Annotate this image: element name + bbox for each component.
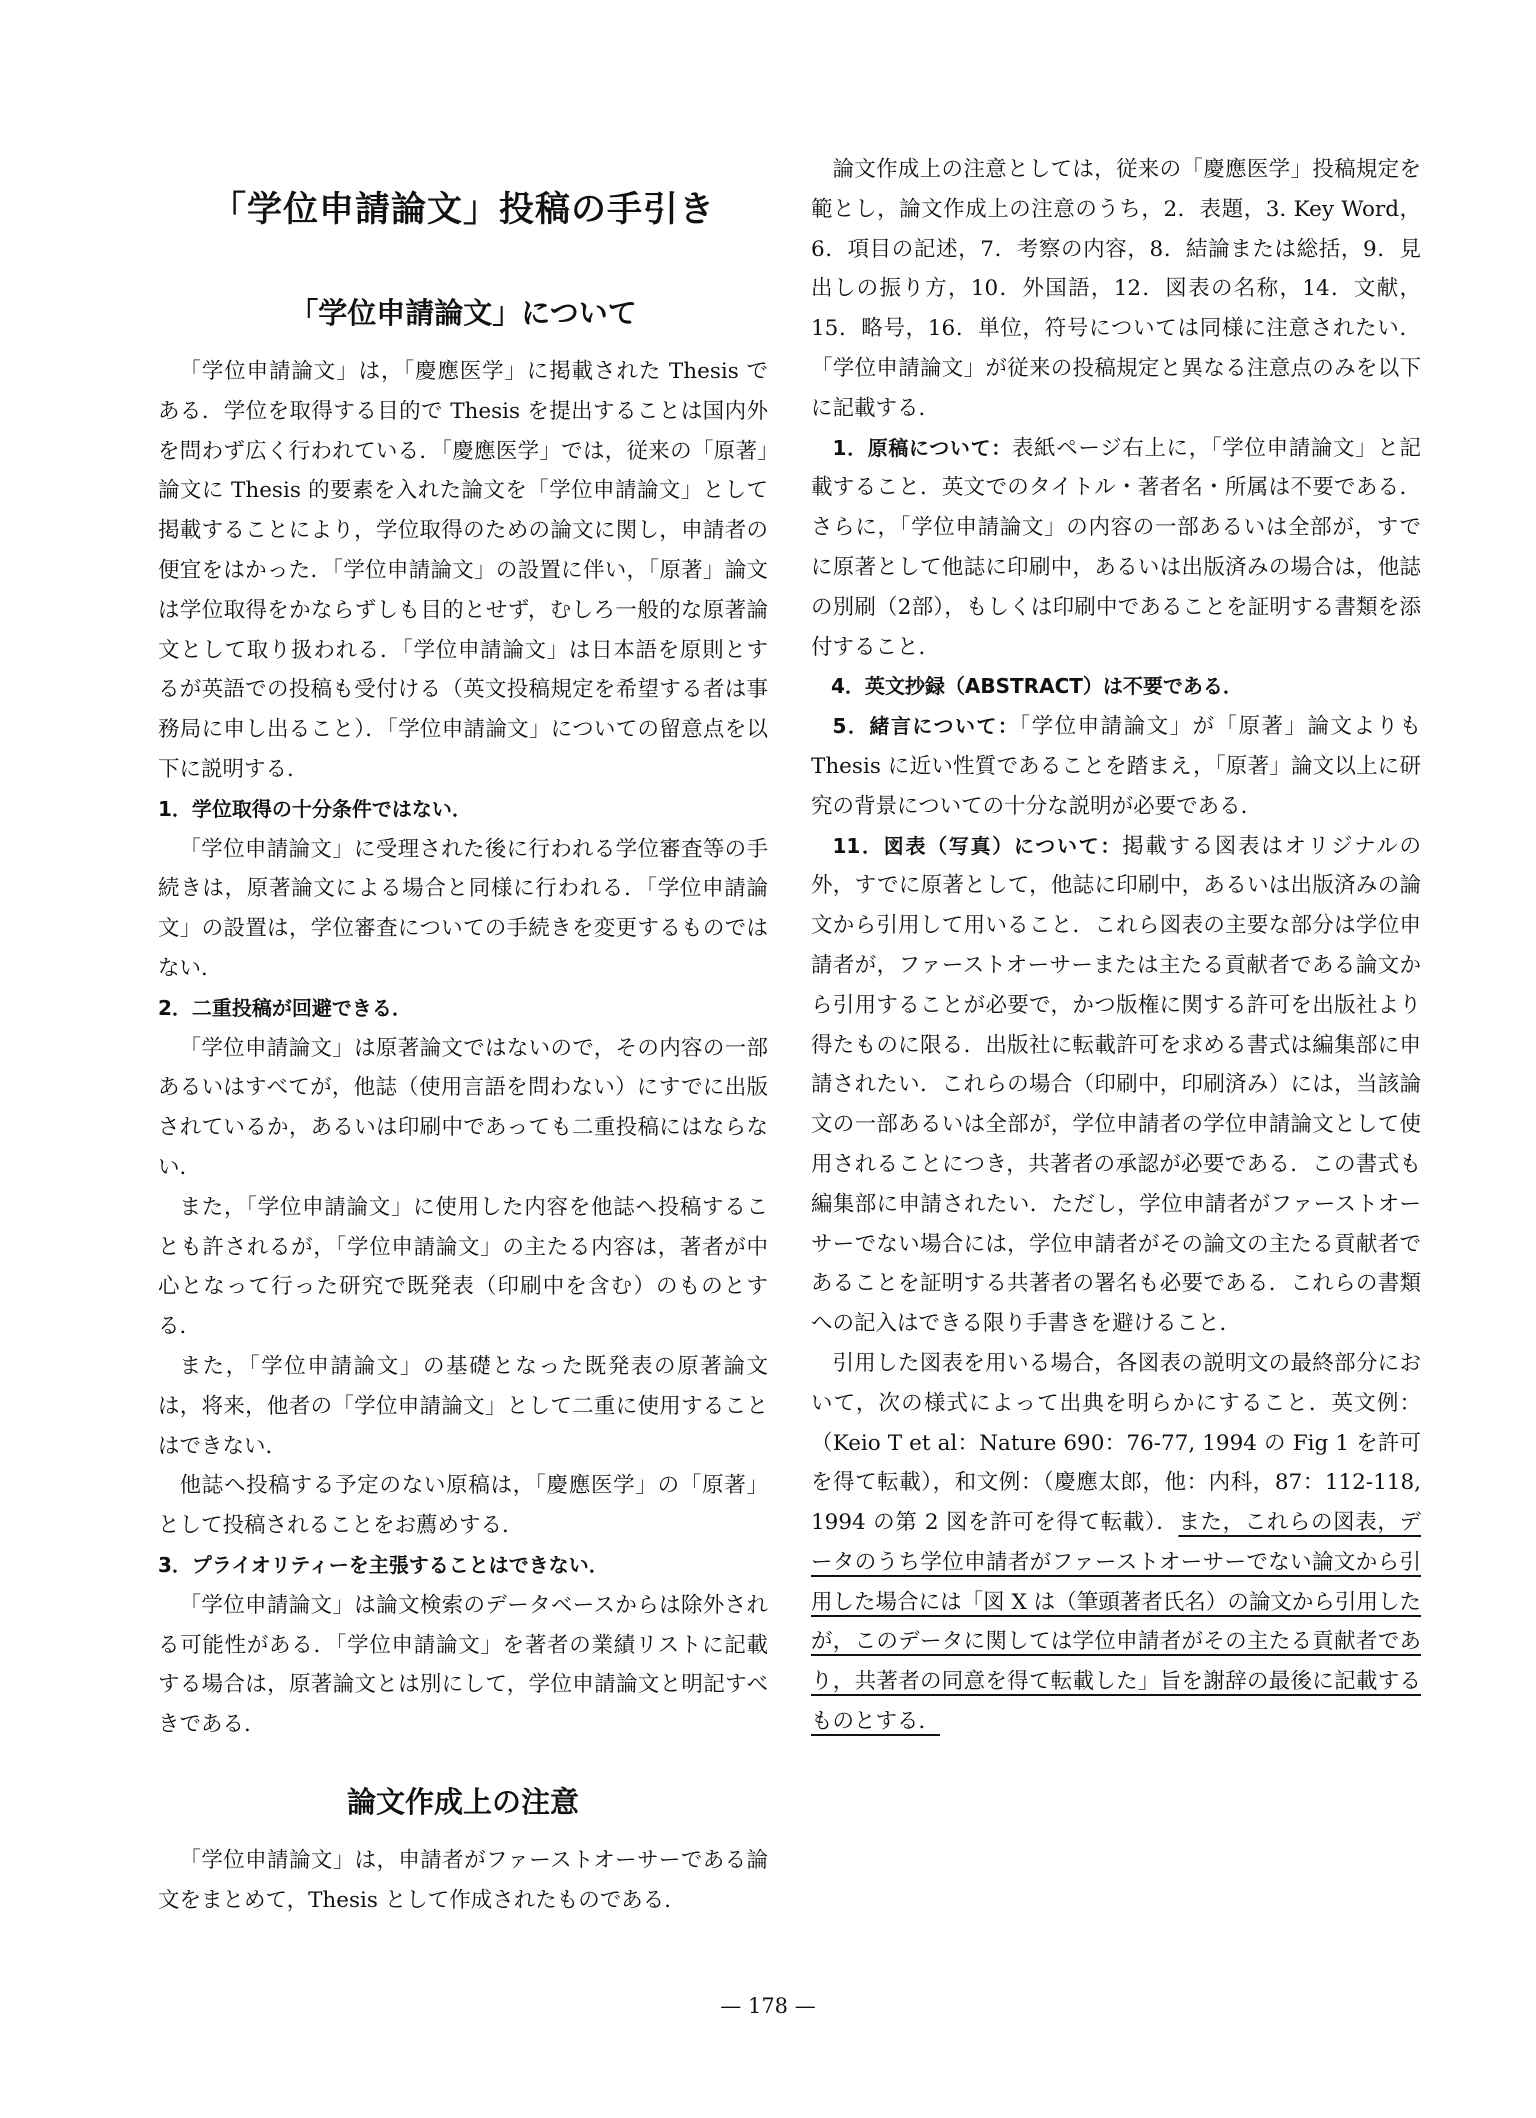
note1-paragraph [811, 429, 1421, 668]
section-heading-about: 「学位申請論文」について [289, 296, 637, 330]
item3-heading: 3．プライオリティーを主張することはできない． [158, 1552, 609, 1577]
about-intro-paragraph: 「学位申請論文」は，「慶應医学」に掲載された Thesis である．学位を取得する目的で Thesis を提出することは国内外を問わず広く行われている．「慶應医学」では，従来の「原著」論文に Thesis 的要素を入れた論文を「学位申請論文」として掲載することにより，学位取得のための論文に関し，申請者の便宜をはかった．「学位申請論文」の設置に伴い，「原著」論文は学位取得をかならずしも目的とせず，むしろ一般的な原著論文として取り扱われる．「学位申請論文」は日本語を原則とするが英語での投稿も受付ける（英文投稿規定を希望する者は事務局に申し出ること）．「学位申請論文」についての留意点を以下に説明する． [158, 359, 768, 782]
writing-notes-paragraph: 論文作成上の注意としては，従来の「慶應医学」投稿規定を範とし，論文作成上の注意のうち，2．表題，3. Key Word，6．項目の記述，7．考察の内容，8．結論または総括，9．見出しの振り方，10．外国語，12．図表の名称，14．文献，15．略号，16．単位，符号については同様に注意されたい．「学位申請論文」が従来の投稿規定と異なる注意点のみを以下に記載する． [811, 157, 1421, 421]
note5-label: 5．緒言について： [832, 714, 1020, 739]
page-number: — 178 — [720, 1994, 816, 2018]
note5-text: 「学位申請論文」が「原著」論文よりも Thesis に近い性質であることを踏まえ，「原著」論文以上に研究の背景についての十分な説明が必要である． [811, 714, 1421, 819]
note11-paragraph [811, 827, 1421, 1344]
item1-paragraph: 「学位申請論文」に受理された後に行われる学位審査等の手続きは，原著論文による場合と同様に行われる．「学位申請論文」の設置は，学位審査についての手続きを変更するものではない． [158, 836, 768, 981]
citation-paragraph [811, 1344, 1421, 1742]
note1-label: 1．原稿について： [832, 435, 1012, 460]
item2-paragraph-4: 他誌へ投稿する予定のない原稿は，「慶應医学」の「原著」として投稿されることをお薦めする． [158, 1473, 768, 1539]
note1-text: 表紙ページ右上に，「学位申請論文」と記載すること．英文でのタイトル・著者名・所属は不要である．さらに，「学位申請論文」の内容の一部あるいは全部が，すでに原著として他誌に印刷中，あるいは出版済みの場合は，他誌の別刷（2部），もしくは印刷中であることを証明する書類を添付すること． [811, 435, 1421, 660]
note5-paragraph [811, 707, 1421, 826]
page-title: 「学位申請論文」投稿の手引き [210, 190, 715, 230]
item2-paragraph-3: また，「学位申請論文」の基礎となった既発表の原著論文は，将来，他者の「学位申請論文」として二重に使用することはできない． [158, 1353, 768, 1459]
note4-paragraph: 4．英文抄録（ABSTRACT）は不要である． [831, 674, 1243, 699]
citation-text: 引用した図表を用いる場合，各図表の説明文の最終部分において，次の様式によって出典を明らかにすること．英文例：（Keio T et al：Nature 690：76-77, 1994 の Fig 1 を許可を得て転載），和文例：（慶應太郎，他：内科，87：112-118, 1994 の第 2 図を許可を得て転載）． [811, 1350, 1421, 1536]
citation-underlined-text: また，これらの図表，データのうち学位申請者がファーストオーサーでない論文から引用した場合には「図 X は（筆頭著者氏名）の論文から引用したが，このデータに関しては学位申請者がその主たる貢献者であり，共著者の同意を得て転載した」旨を謝辞の最後に記載するものとする． [811, 1510, 1421, 1735]
item2-paragraph-1: 「学位申請論文」は原著論文ではないので，その内容の一部あるいはすべてが，他誌（使用言語を問わない）にすでに出版されているか，あるいは印刷中であっても二重投稿にはならない． [158, 1035, 768, 1180]
item2-heading: 2．二重投稿が回避できる． [158, 995, 412, 1020]
section-heading-writing: 論文作成上の注意 [346, 1784, 579, 1819]
note11-label: 11．図表（写真）について： [832, 833, 1123, 858]
item2-paragraph-2: また，「学位申請論文」に使用した内容を他誌へ投稿することも許されるが，「学位申請論文」の主たる内容は，著者が中心となって行った研究で既発表（印刷中を含む）のものとする． [158, 1194, 768, 1340]
writing-intro-paragraph: 「学位申請論文」は，申請者がファーストオーサーである論文をまとめて，Thesis として作成されたものである． [158, 1847, 768, 1913]
item1-heading: 1．学位取得の十分条件ではない． [158, 796, 472, 821]
item3-paragraph: 「学位申請論文」は論文検索のデータベースからは除外される可能性がある．「学位申請論文」を著者の業績リストに記載する場合は，原著論文とは別にして，学位申請論文と明記すべきである． [158, 1592, 768, 1738]
note11-text: 掲載する図表はオリジナルの外，すでに原著として，他誌に印刷中，あるいは出版済みの論文から引用して用いること．これら図表の主要な部分は学位申請者が，ファーストオーサーまたは主たる貢献者である論文から引用することが必要で，かつ版権に関する許可を出版社より得たものに限る．出版社に転載許可を求める書式は編集部に申請されたい．これらの場合（印刷中，印刷済み）には，当該論文の一部あるいは全部が，学位申請者の学位申請論文として使用されることにつき，共著者の承認が必要である．この書式も編集部に申請されたい．ただし，学位申請者がファーストオーサーでない場合には，学位申請者がその論文の主たる貢献者であることを証明する共著者の署名も必要である．これらの書類への記入はできる限り手書きを避けること． [811, 833, 1421, 1337]
right-column [811, 150, 1421, 1742]
left-column [158, 188, 768, 1920]
